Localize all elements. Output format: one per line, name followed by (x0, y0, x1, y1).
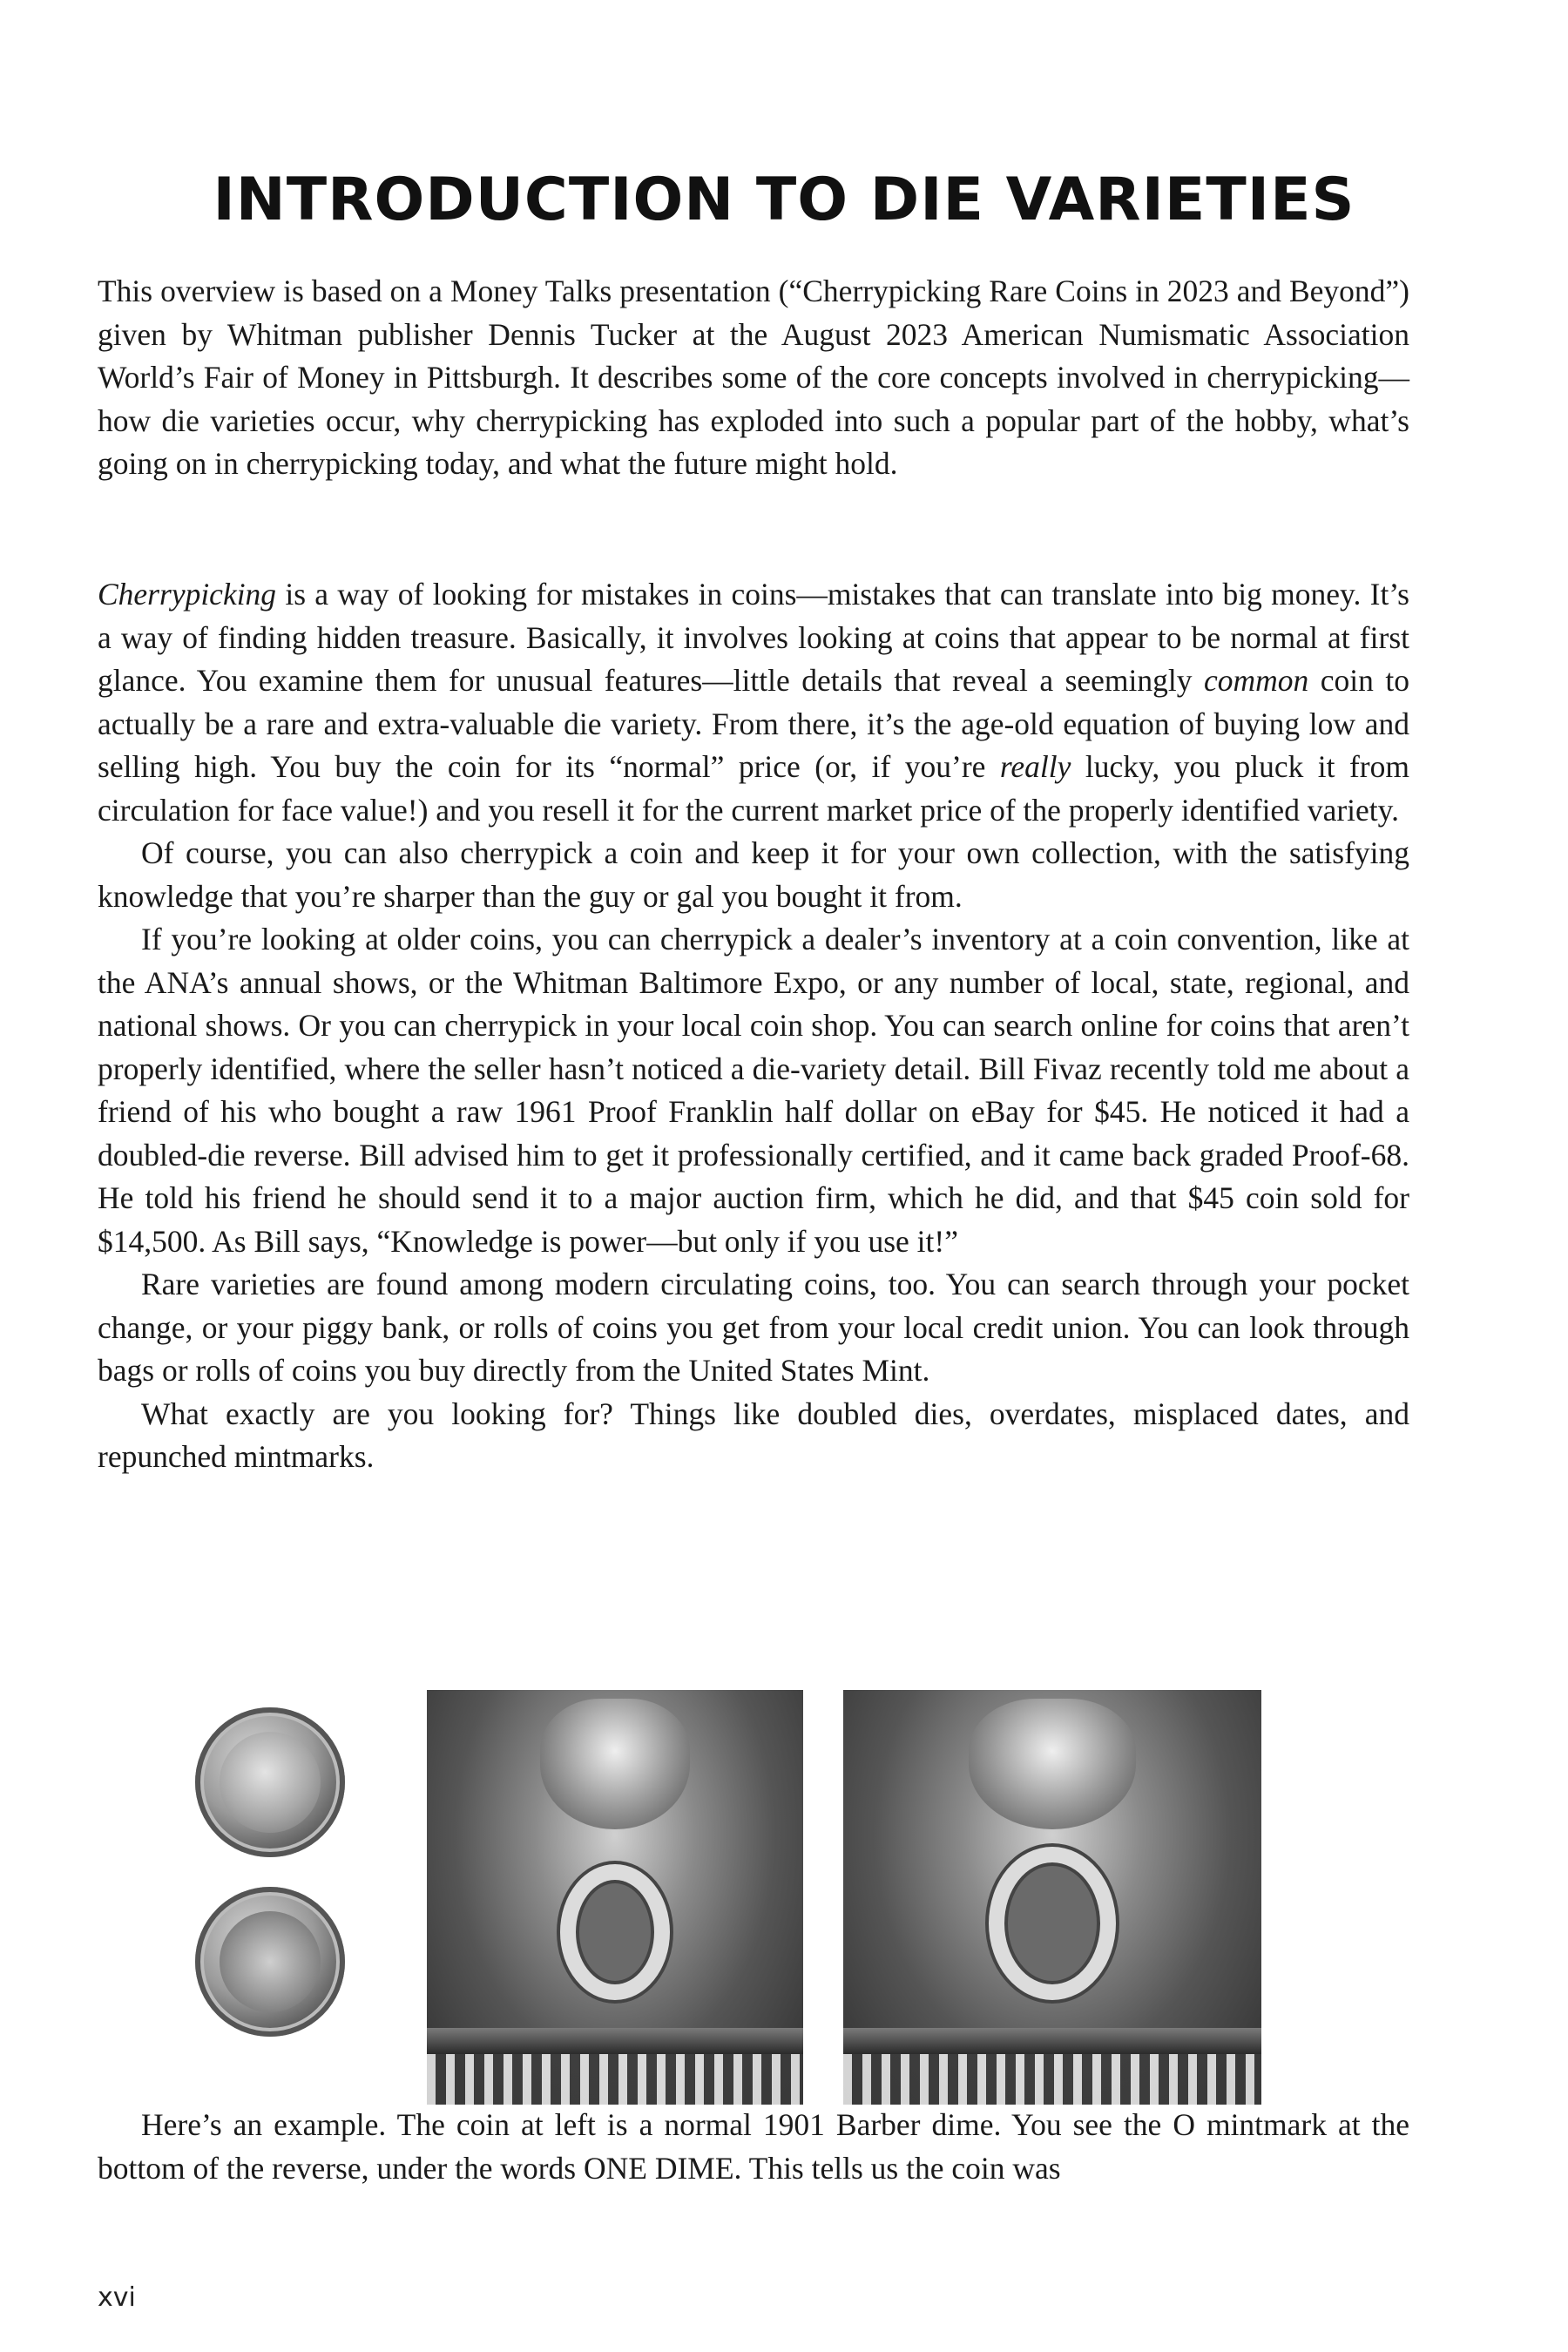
term-cherrypicking: Cherrypicking (98, 577, 277, 612)
mintmark-closeup-normal-image (427, 1690, 803, 2105)
example-paragraph-block (98, 2104, 1409, 2190)
coin-figure (0, 1690, 1568, 2108)
emphasis-really: really (999, 749, 1071, 784)
paragraph-what-to-look-for: What exactly are you looking for? Things like doubled dies, overdates, misplaced dates, and repunched mintmarks. (98, 1396, 1409, 1474)
intro-paragraph-block (98, 270, 1409, 486)
body-text (98, 573, 1409, 1479)
paragraph-text: lucky, you pluck it from circulation for face value!) and you resell it for the current market price of the properly identified variety. (98, 749, 1409, 828)
paragraph-cherrypicking-definition (98, 573, 1409, 832)
chapter-title: INTRODUCTION TO DIE VARIETIES (213, 166, 1355, 234)
paragraph-older-coins: If you’re looking at older coins, you can cherrypick a dealer’s inventory at a coin convention, like at the ANA’s annual shows, or the Whitman Baltimore Expo, or any number of local, state, regional, and national shows. Or you can cherrypick in your local coin shop. You can search online for coins that aren’t properly identified, where the seller hasn’t noticed a die-variety detail. Bill Fivaz recently told me about a friend of his who bought a raw 1961 Proof Franklin half dollar on eBay for $45. He noticed it had a doubled-die reverse. Bill advised him to get it professionally certified, and it came back graded Proof-68. He told his friend he should send it to a major auction firm, which he did, and that $45 coin sold for $14,500. As Bill says, “Knowledge is power—but only if you use it!” (98, 922, 1409, 1259)
paragraph-modern-coins: Rare varieties are found among modern circulating coins, too. You can search through your pocket change, or your piggy bank, or rolls of coins you get from your local credit union. You can look through bags or rolls of coins you buy directly from the United States Mint. (98, 1267, 1409, 1388)
emphasis-common: common (1203, 663, 1309, 698)
paragraph-text: coin to actually be a rare and extra-valuable die variety. From there, it’s the age-old equation of buying low and selling high. You buy the coin for its “normal” price (or, if you’re (98, 663, 1409, 784)
intro-paragraph: This overview is based on a Money Talks presentation (“Cherrypicking Rare Coins in 2023 and Beyond”) given by Whitman publisher Dennis Tucker at the August 2023 American Numismatic Association World’s Fair of Money in Pittsburgh. It describes some of the core concepts involved in cherrypicking—how die varieties occur, why cherrypicking has exploded into such a popular part of the hobby, what’s going on in cherrypicking today, and what the future might hold. (98, 274, 1409, 481)
paragraph-own-collection: Of course, you can also cherrypick a coin and keep it for your own collection, with the satisfying knowledge that you’re sharper than the guy or gal you bought it from. (98, 835, 1409, 914)
barber-dime-reverse-image (195, 1887, 345, 2037)
mintmark-closeup-variety-image (843, 1690, 1261, 2105)
page-number: xvi (98, 2282, 136, 2313)
barber-dime-obverse-image (195, 1707, 345, 1857)
example-paragraph: Here’s an example. The coin at left is a normal 1901 Barber dime. You see the O mintmark at the bottom of the reverse, under the words ONE DIME. This tells us the coin was (98, 2107, 1409, 2186)
paragraph-text: is a way of looking for mistakes in coins—mistakes that can translate into big money. It’s a way of finding hidden treasure. Basically, it involves looking at coins that appear to be normal at first glance. You examine them for unusual features—little details that reveal a seemingly (98, 577, 1409, 698)
